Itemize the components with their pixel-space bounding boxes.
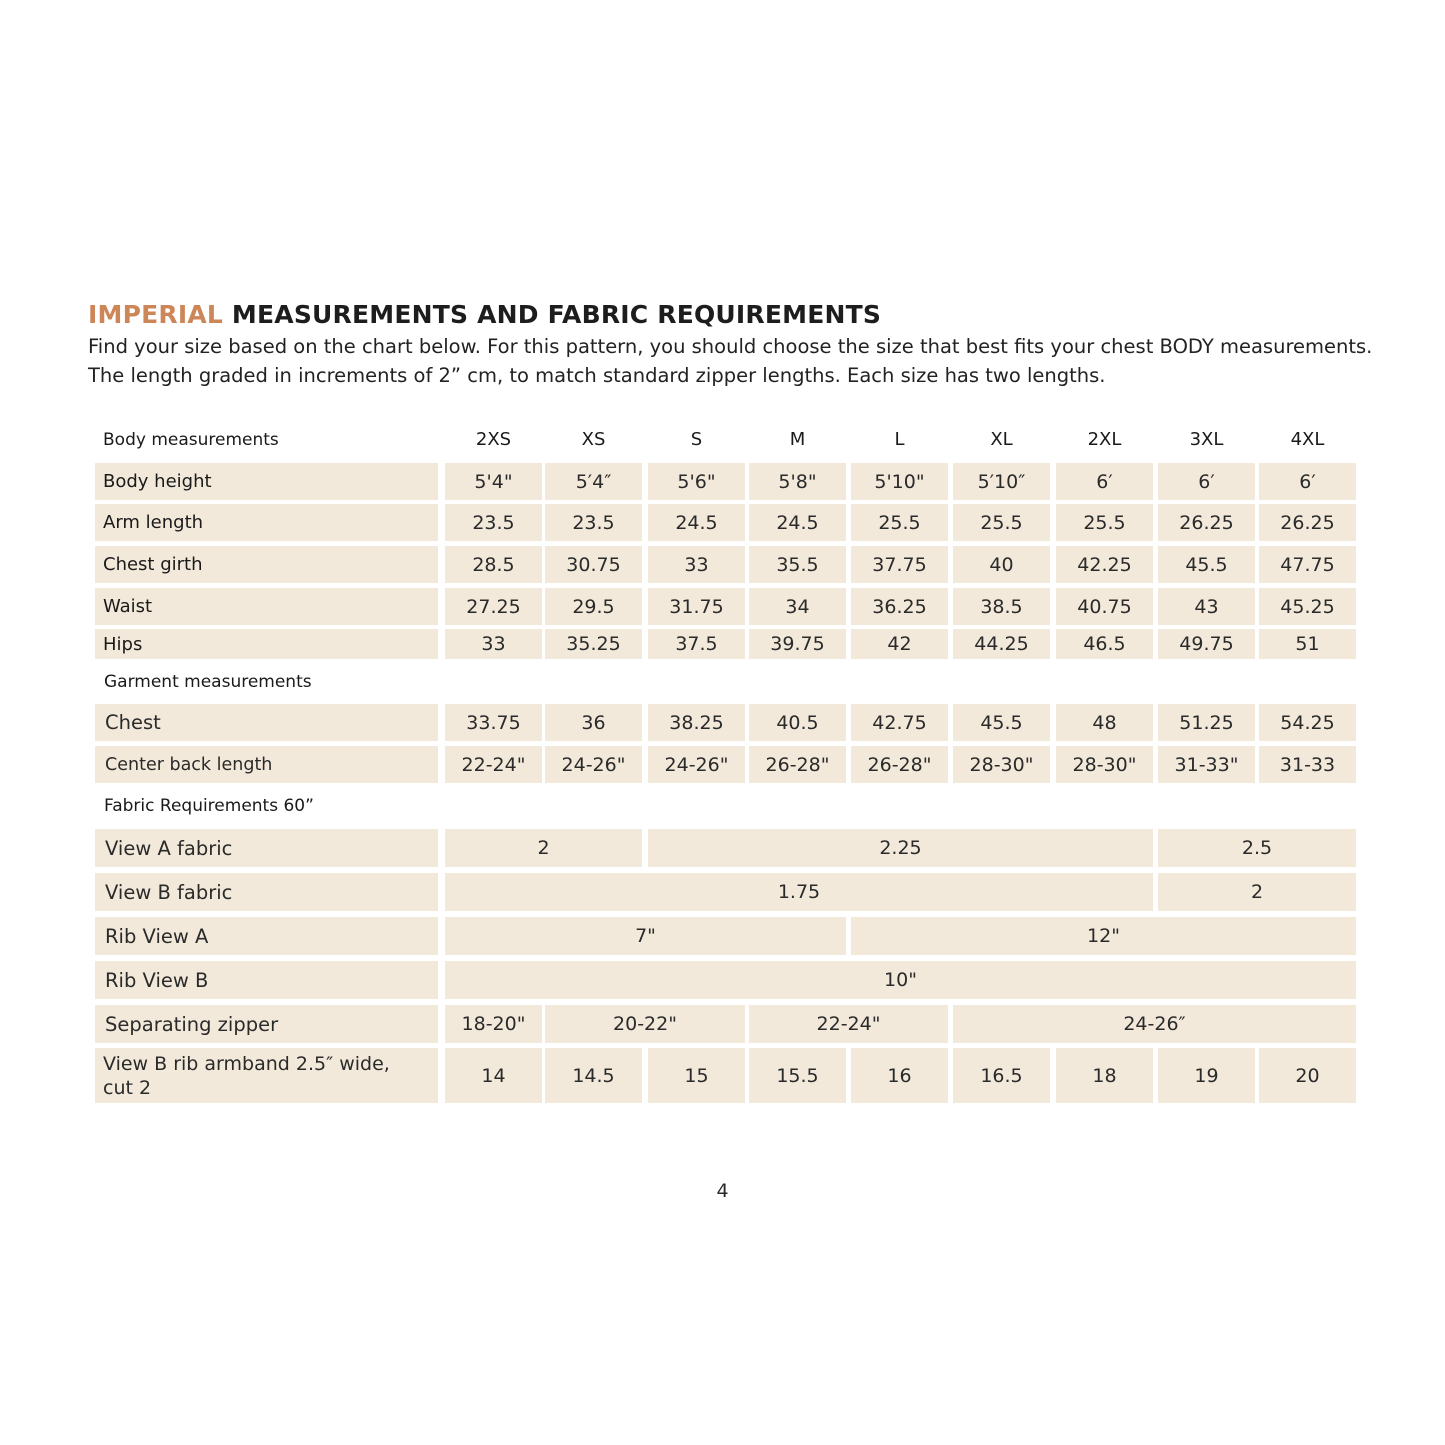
- row-label: View B rib armband 2.5″ wide, cut 2: [95, 1048, 438, 1103]
- value-cell: 45.25: [1259, 588, 1356, 625]
- value-cell: 42.75: [851, 704, 948, 741]
- value-cell: 5'6": [648, 463, 745, 500]
- value-cell: 24.5: [749, 504, 846, 541]
- size-header: 2XL: [1087, 429, 1122, 450]
- size-header: 3XL: [1189, 429, 1224, 450]
- value-cell: 16: [851, 1048, 948, 1103]
- size-header: S: [690, 429, 703, 450]
- value-cell: 31-33: [1259, 746, 1356, 783]
- value-cell: 36: [545, 704, 642, 741]
- value-cell: 26.25: [1259, 504, 1356, 541]
- value-cell: 42: [851, 629, 948, 659]
- value-cell: 27.25: [445, 588, 542, 625]
- value-cell: 26-28": [749, 746, 846, 783]
- value-cell: 48: [1056, 704, 1153, 741]
- row-label: Waist: [95, 588, 438, 625]
- value-cell: 45.5: [953, 704, 1050, 741]
- value-cell: 42.25: [1056, 546, 1153, 583]
- value-cell: 25.5: [1056, 504, 1153, 541]
- size-header: M: [789, 429, 806, 450]
- section-garment-measurements: Garment measurements: [104, 672, 312, 692]
- value-cell: 33: [648, 546, 745, 583]
- value-cell: 5'8": [749, 463, 846, 500]
- value-cell: 15: [648, 1048, 745, 1103]
- value-cell: 28-30": [953, 746, 1050, 783]
- value-cell: 12": [851, 917, 1356, 955]
- value-cell: 36.25: [851, 588, 948, 625]
- value-cell: 1.75: [445, 873, 1153, 911]
- value-cell: 14: [445, 1048, 542, 1103]
- value-cell: 15.5: [749, 1048, 846, 1103]
- size-header: 4XL: [1290, 429, 1325, 450]
- value-cell: 45.5: [1158, 546, 1255, 583]
- value-cell: 26-28": [851, 746, 948, 783]
- row-label: Rib View B: [95, 961, 438, 999]
- value-cell: 54.25: [1259, 704, 1356, 741]
- value-cell: 5′10″: [953, 463, 1050, 500]
- value-cell: 24-26": [545, 746, 642, 783]
- value-cell: 20: [1259, 1048, 1356, 1103]
- value-cell: 47.75: [1259, 546, 1356, 583]
- value-cell: 22-24": [445, 746, 542, 783]
- value-cell: 38.5: [953, 588, 1050, 625]
- value-cell: 29.5: [545, 588, 642, 625]
- value-cell: 38.25: [648, 704, 745, 741]
- row-label: Hips: [95, 629, 438, 659]
- row-label: Separating zipper: [95, 1005, 438, 1043]
- row-label: Chest: [95, 704, 438, 741]
- row-label: Body height: [95, 463, 438, 500]
- value-cell: 25.5: [851, 504, 948, 541]
- value-cell: 51: [1259, 629, 1356, 659]
- row-label: View A fabric: [95, 829, 438, 867]
- value-cell: 23.5: [545, 504, 642, 541]
- row-label: Rib View A: [95, 917, 438, 955]
- value-cell: 35.5: [749, 546, 846, 583]
- size-header: 2XS: [475, 429, 512, 450]
- value-cell: 37.75: [851, 546, 948, 583]
- value-cell: 5'10": [851, 463, 948, 500]
- value-cell: 22-24": [749, 1005, 948, 1043]
- value-cell: 7": [445, 917, 846, 955]
- value-cell: 20-22": [545, 1005, 745, 1043]
- row-label: Arm length: [95, 504, 438, 541]
- value-cell: 49.75: [1158, 629, 1255, 659]
- value-cell: 40: [953, 546, 1050, 583]
- value-cell: 2.5: [1158, 829, 1356, 867]
- size-header: XL: [990, 429, 1013, 450]
- value-cell: 34: [749, 588, 846, 625]
- value-cell: 6′: [1259, 463, 1356, 500]
- value-cell: 2: [445, 829, 642, 867]
- value-cell: 18: [1056, 1048, 1153, 1103]
- size-header: XS: [581, 429, 606, 450]
- row-label: View B fabric: [95, 873, 438, 911]
- value-cell: 2: [1158, 873, 1356, 911]
- value-cell: 33.75: [445, 704, 542, 741]
- value-cell: 44.25: [953, 629, 1050, 659]
- value-cell: 46.5: [1056, 629, 1153, 659]
- value-cell: 24-26″: [953, 1005, 1356, 1043]
- value-cell: 31.75: [648, 588, 745, 625]
- value-cell: 31-33": [1158, 746, 1255, 783]
- heading-rest: MEASUREMENTS AND FABRIC REQUIREMENTS: [223, 300, 882, 329]
- value-cell: 37.5: [648, 629, 745, 659]
- row-label: Center back length: [95, 746, 438, 783]
- row-label: Chest girth: [95, 546, 438, 583]
- value-cell: 24-26": [648, 746, 745, 783]
- section-fabric-requirements: Fabric Requirements 60”: [104, 796, 314, 816]
- value-cell: 28.5: [445, 546, 542, 583]
- value-cell: 19: [1158, 1048, 1255, 1103]
- size-header: L: [894, 429, 905, 450]
- value-cell: 16.5: [953, 1048, 1050, 1103]
- value-cell: 51.25: [1158, 704, 1255, 741]
- value-cell: 10": [445, 961, 1356, 999]
- page-heading: [88, 298, 881, 332]
- value-cell: 5′4″: [545, 463, 642, 500]
- value-cell: 33: [445, 629, 542, 659]
- value-cell: 39.75: [749, 629, 846, 659]
- heading-accent: IMPERIAL: [88, 300, 224, 329]
- value-cell: 40.5: [749, 704, 846, 741]
- value-cell: 26.25: [1158, 504, 1255, 541]
- value-cell: 35.25: [545, 629, 642, 659]
- page-number: 4: [716, 1180, 729, 1202]
- value-cell: 18-20": [445, 1005, 542, 1043]
- value-cell: 6′: [1056, 463, 1153, 500]
- value-cell: 28-30": [1056, 746, 1153, 783]
- value-cell: 14.5: [545, 1048, 642, 1103]
- value-cell: 23.5: [445, 504, 542, 541]
- value-cell: 5'4": [445, 463, 542, 500]
- value-cell: 43: [1158, 588, 1255, 625]
- section-body-measurements: Body measurements: [103, 430, 279, 450]
- value-cell: 6′: [1158, 463, 1255, 500]
- value-cell: 40.75: [1056, 588, 1153, 625]
- value-cell: 25.5: [953, 504, 1050, 541]
- value-cell: 2.25: [648, 829, 1153, 867]
- intro-paragraph: Find your size based on the chart below. For this pattern, you should choose the size that best fits your chest BODY measurements. The length graded in increments of 2” cm, to match standard zipper lengths. Each size has two lengths.: [88, 335, 1373, 387]
- value-cell: 24.5: [648, 504, 745, 541]
- value-cell: 30.75: [545, 546, 642, 583]
